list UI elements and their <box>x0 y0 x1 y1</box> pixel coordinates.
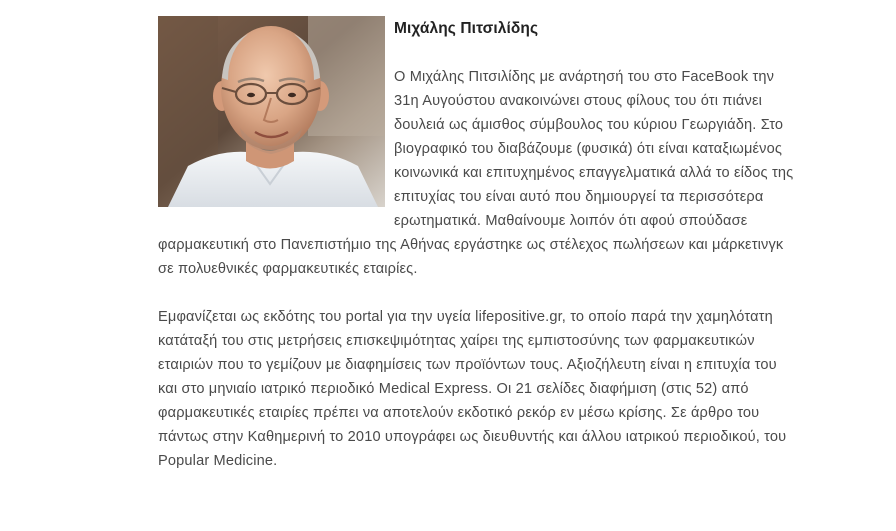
article <box>158 14 798 473</box>
author-portrait-image <box>158 16 385 207</box>
author-photo <box>158 16 385 207</box>
author-name-heading: Μιχάλης Πιτσιλίδης <box>394 20 539 37</box>
article-paragraph-1: Ο Μιχάλης Πιτσιλίδης με ανάρτησή του στο FaceBook την 31η Αυγούστου ανακοινώνει στους φίλους του ότι πιάνει δουλειά ως άμισθος σύμβουλος του κύριου Γεωργιάδη. Στο βιογραφικό του διαβάζουμε (φυσικά) ότι είναι καταξιωμένος κοινωνικά και επιτυχημένος επαγγελματικά αλλά το είδος της επιτυχίας του είναι αυτό που δημιουργεί τα περισσότερα ερωτηματικά. Μαθαίνουμε λοιπόν ότι αφού σπούδασε φαρμακευτική στο Πανεπιστήμιο της Αθήνας εργάστηκε ως στέλεχος πωλήσεων και μάρκετινγκ σε πολυεθνικές φαρμακευτικές εταιρίες. <box>158 69 794 277</box>
article-paragraph-2: Εμφανίζεται ως εκδότης του portal για την υγεία lifepositive.gr, το οποίο παρά την χαμηλότατη κατάταξή του στις μετρήσεις επισκεψιμότητας χαίρει της εμπιστοσύνης των φαρμακευτικών εταιριών που το γεμίζουν με διαφημίσεις των προϊόντων τους. Αξιοζήλευτη είναι η επιτυχία του και στο μηνιαίο ιατρικό περιοδικό Medical Express. Οι 21 σελίδες διαφήμιση (στις 52) από φαρμακευτικές εταιρίες πρέπει να αποτελούν εκδοτικό ρεκόρ εν μέσω κρίσης. Σε άρθρο του πάντως στην Καθημερινή το 2010 υπογράφει ως διευθυντής και άλλου ιατρικού περιοδικού, του Popular Medicine. <box>158 309 787 469</box>
